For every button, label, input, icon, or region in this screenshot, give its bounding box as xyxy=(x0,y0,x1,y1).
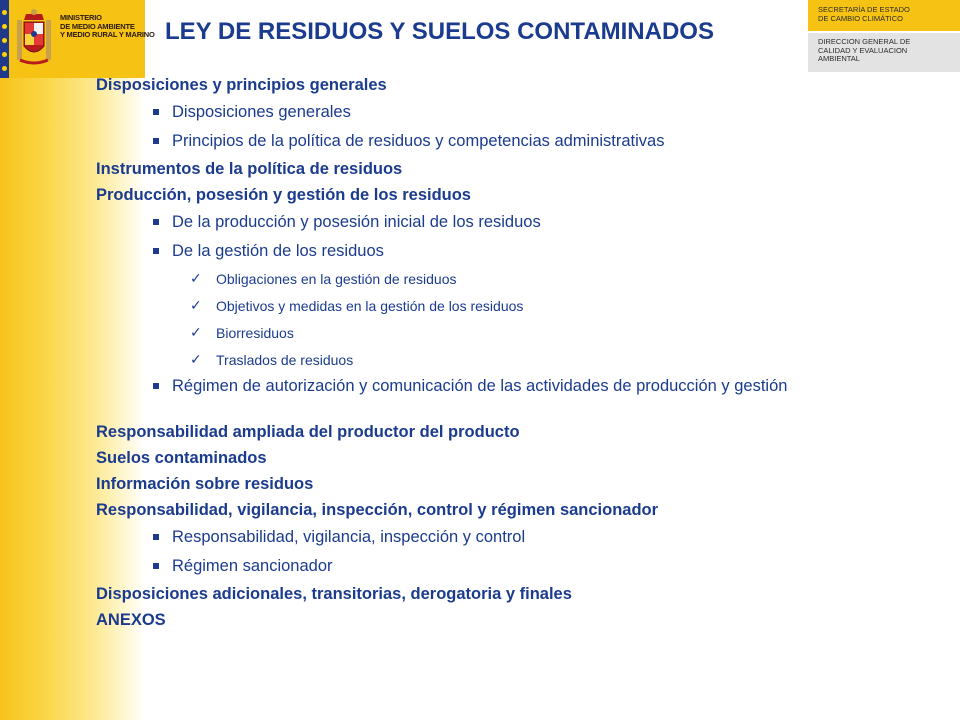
outline-subitem-text: De la producción y posesión inicial de los residuos xyxy=(172,213,541,231)
outline-list xyxy=(96,72,951,633)
checkmark-icon: ✓ xyxy=(190,352,202,368)
outline-subitem-text: Régimen sancionador xyxy=(172,557,333,575)
outline-detail-item xyxy=(96,293,951,320)
outline-detail-text: Biorresiduos xyxy=(216,325,294,341)
outline-section-heading: Suelos contaminados xyxy=(96,449,267,467)
outline-section-heading: Responsabilidad ampliada del productor del producto xyxy=(96,423,520,441)
outline-subitem-text: De la gestión de los residuos xyxy=(172,242,384,260)
checkmark-icon: ✓ xyxy=(190,298,202,314)
outline-section-heading: Disposiciones adicionales, transitorias, derogatoria y finales xyxy=(96,585,572,603)
outline-detail-text: Traslados de residuos xyxy=(216,352,354,368)
outline-subitem xyxy=(96,208,951,237)
outline-detail-item xyxy=(96,347,951,374)
outline-detail-text: Objetivos y medidas en la gestión de los residuos xyxy=(216,298,524,314)
ministry-line-1: MINISTERIO xyxy=(60,13,102,22)
checkmark-icon: ✓ xyxy=(190,271,202,287)
outline-section-heading: Responsabilidad, vigilancia, inspección, control y régimen sancionador xyxy=(96,501,659,519)
square-bullet-icon xyxy=(153,138,159,144)
outline-subitem xyxy=(96,237,951,266)
outline-section-heading: Producción, posesión y gestión de los residuos xyxy=(96,186,471,204)
outline-subitem-text: Disposiciones generales xyxy=(172,103,351,121)
page-title: LEY DE RESIDUOS Y SUELOS CONTAMINADOS xyxy=(165,18,714,45)
outline-subitem xyxy=(96,127,951,156)
direccion-line-1: DIRECCION GENERAL DE xyxy=(818,37,911,46)
outline-subitem xyxy=(96,552,951,581)
outline-section-heading: Disposiciones y principios generales xyxy=(96,76,387,94)
secretaria-line-1: SECRETARÍA DE ESTADO xyxy=(818,5,910,14)
outline-detail-text: Obligaciones en la gestión de residuos xyxy=(216,271,457,287)
eu-flag-strip xyxy=(0,0,9,78)
ministry-line-2: DE MEDIO AMBIENTE xyxy=(60,21,135,31)
outline-subitem xyxy=(96,523,951,552)
outline-detail-item xyxy=(96,320,951,347)
square-bullet-icon xyxy=(153,563,159,569)
square-bullet-icon xyxy=(153,383,159,389)
outline-subitem-text: Principios de la política de residuos y competencias administrativas xyxy=(172,132,665,150)
outline-subitem-text: Régimen de autorización y comunicación de las actividades de producción y gestión xyxy=(172,377,788,395)
outline-section-heading: Información sobre residuos xyxy=(96,475,314,493)
square-bullet-icon xyxy=(153,109,159,115)
square-bullet-icon xyxy=(153,219,159,225)
secretaria-label xyxy=(808,0,960,31)
square-bullet-icon xyxy=(153,248,159,254)
square-bullet-icon xyxy=(153,534,159,540)
secretaria-line-2: DE CAMBIO CLIMÁTICO xyxy=(818,14,904,23)
outline-subitem xyxy=(96,98,951,127)
ministry-name xyxy=(60,13,155,40)
outline-detail-item xyxy=(96,266,951,293)
direccion-line-2: CALIDAD Y EVALUACION xyxy=(818,45,908,55)
direccion-label xyxy=(808,33,960,72)
coat-of-arms-icon xyxy=(14,6,54,68)
outline-section-heading: ANEXOS xyxy=(96,611,166,629)
outline-subitem xyxy=(96,376,951,419)
ministry-line-3: Y MEDIO RURAL Y MARINO xyxy=(60,30,155,39)
outline-subitem-text: Responsabilidad, vigilancia, inspección y control xyxy=(172,528,526,546)
outline-section-heading: Instrumentos de la política de residuos xyxy=(96,160,403,178)
checkmark-icon: ✓ xyxy=(190,325,202,341)
direccion-line-3: AMBIENTAL xyxy=(818,54,860,63)
ministry-logo xyxy=(0,0,155,78)
